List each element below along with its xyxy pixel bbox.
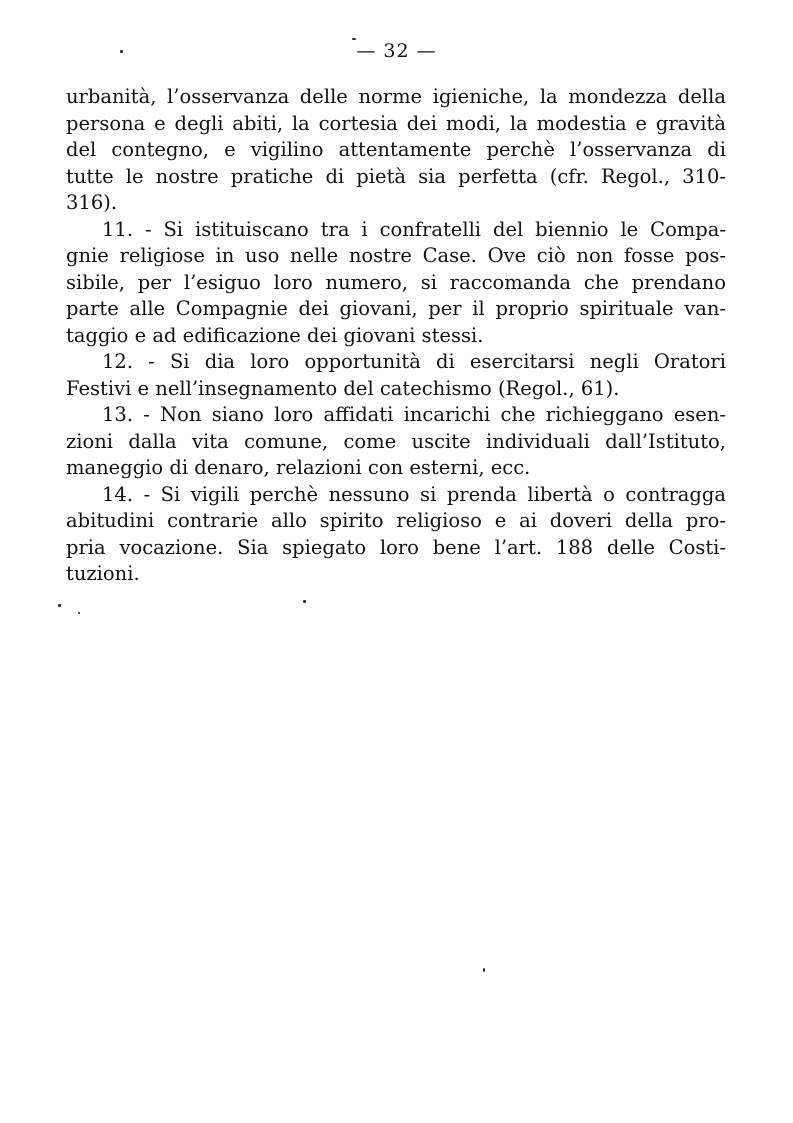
text-line: gnie religiose in uso nelle nostre Case. Ove ciò non fosse pos- — [66, 244, 726, 267]
text-line: 11. - Si istituiscano tra i confratelli del biennio le Compa- — [102, 217, 726, 241]
scan-speck — [352, 38, 356, 40]
text-line: abitudini contrarie allo spirito religioso e ai doveri della pro- — [66, 509, 726, 532]
text-line: parte alle Compagnie dei giovani, per il proprio spirituale van- — [66, 297, 726, 320]
page-number: — 32 — — [356, 40, 437, 62]
scan-speck — [120, 50, 123, 53]
text-line: sibile, per l’esiguo loro numero, si raccomanda che prendano — [66, 270, 726, 294]
text-line: urbanità, l’osservanza delle norme igieniche, la mondezza della — [66, 85, 726, 108]
text-line: Festivi e nell’insegnamento del catechismo (Regol., 61). — [66, 376, 620, 400]
scan-speck — [303, 600, 306, 603]
scan-speck — [58, 604, 61, 607]
text-line: del contegno, e vigilino attentamente perchè l’osservanza di — [66, 138, 726, 161]
text-line: 13. - Non siano loro affidati incarichi che richieggano esen- — [102, 403, 726, 426]
text-line: 12. - Si dia loro opportunità di esercitarsi negli Oratori — [102, 350, 726, 373]
text-line: persona e degli abiti, la cortesia dei modi, la modestia e gravità — [66, 111, 726, 135]
scan-speck — [78, 612, 80, 614]
scan-speck — [483, 968, 485, 972]
body-text — [66, 84, 726, 588]
text-line: 14. - Si vigili perchè nessuno si prenda libertà o contragga — [102, 482, 726, 506]
text-line: tuzioni. — [66, 562, 140, 585]
text-line: maneggio di denaro, relazioni con esterni, ecc. — [66, 456, 531, 479]
text-line: 316). — [66, 191, 118, 214]
text-line: zioni dalla vita comune, come uscite individuali dall’Istituto, — [66, 429, 726, 453]
text-line: pria vocazione. Sia spiegato loro bene l’art. 188 delle Costi- — [66, 535, 726, 559]
text-line: tutte le nostre pratiche di pietà sia perfetta (cfr. Regol., 310- — [66, 164, 726, 188]
text-line: taggio e ad edificazione dei giovani stessi. — [66, 323, 484, 347]
